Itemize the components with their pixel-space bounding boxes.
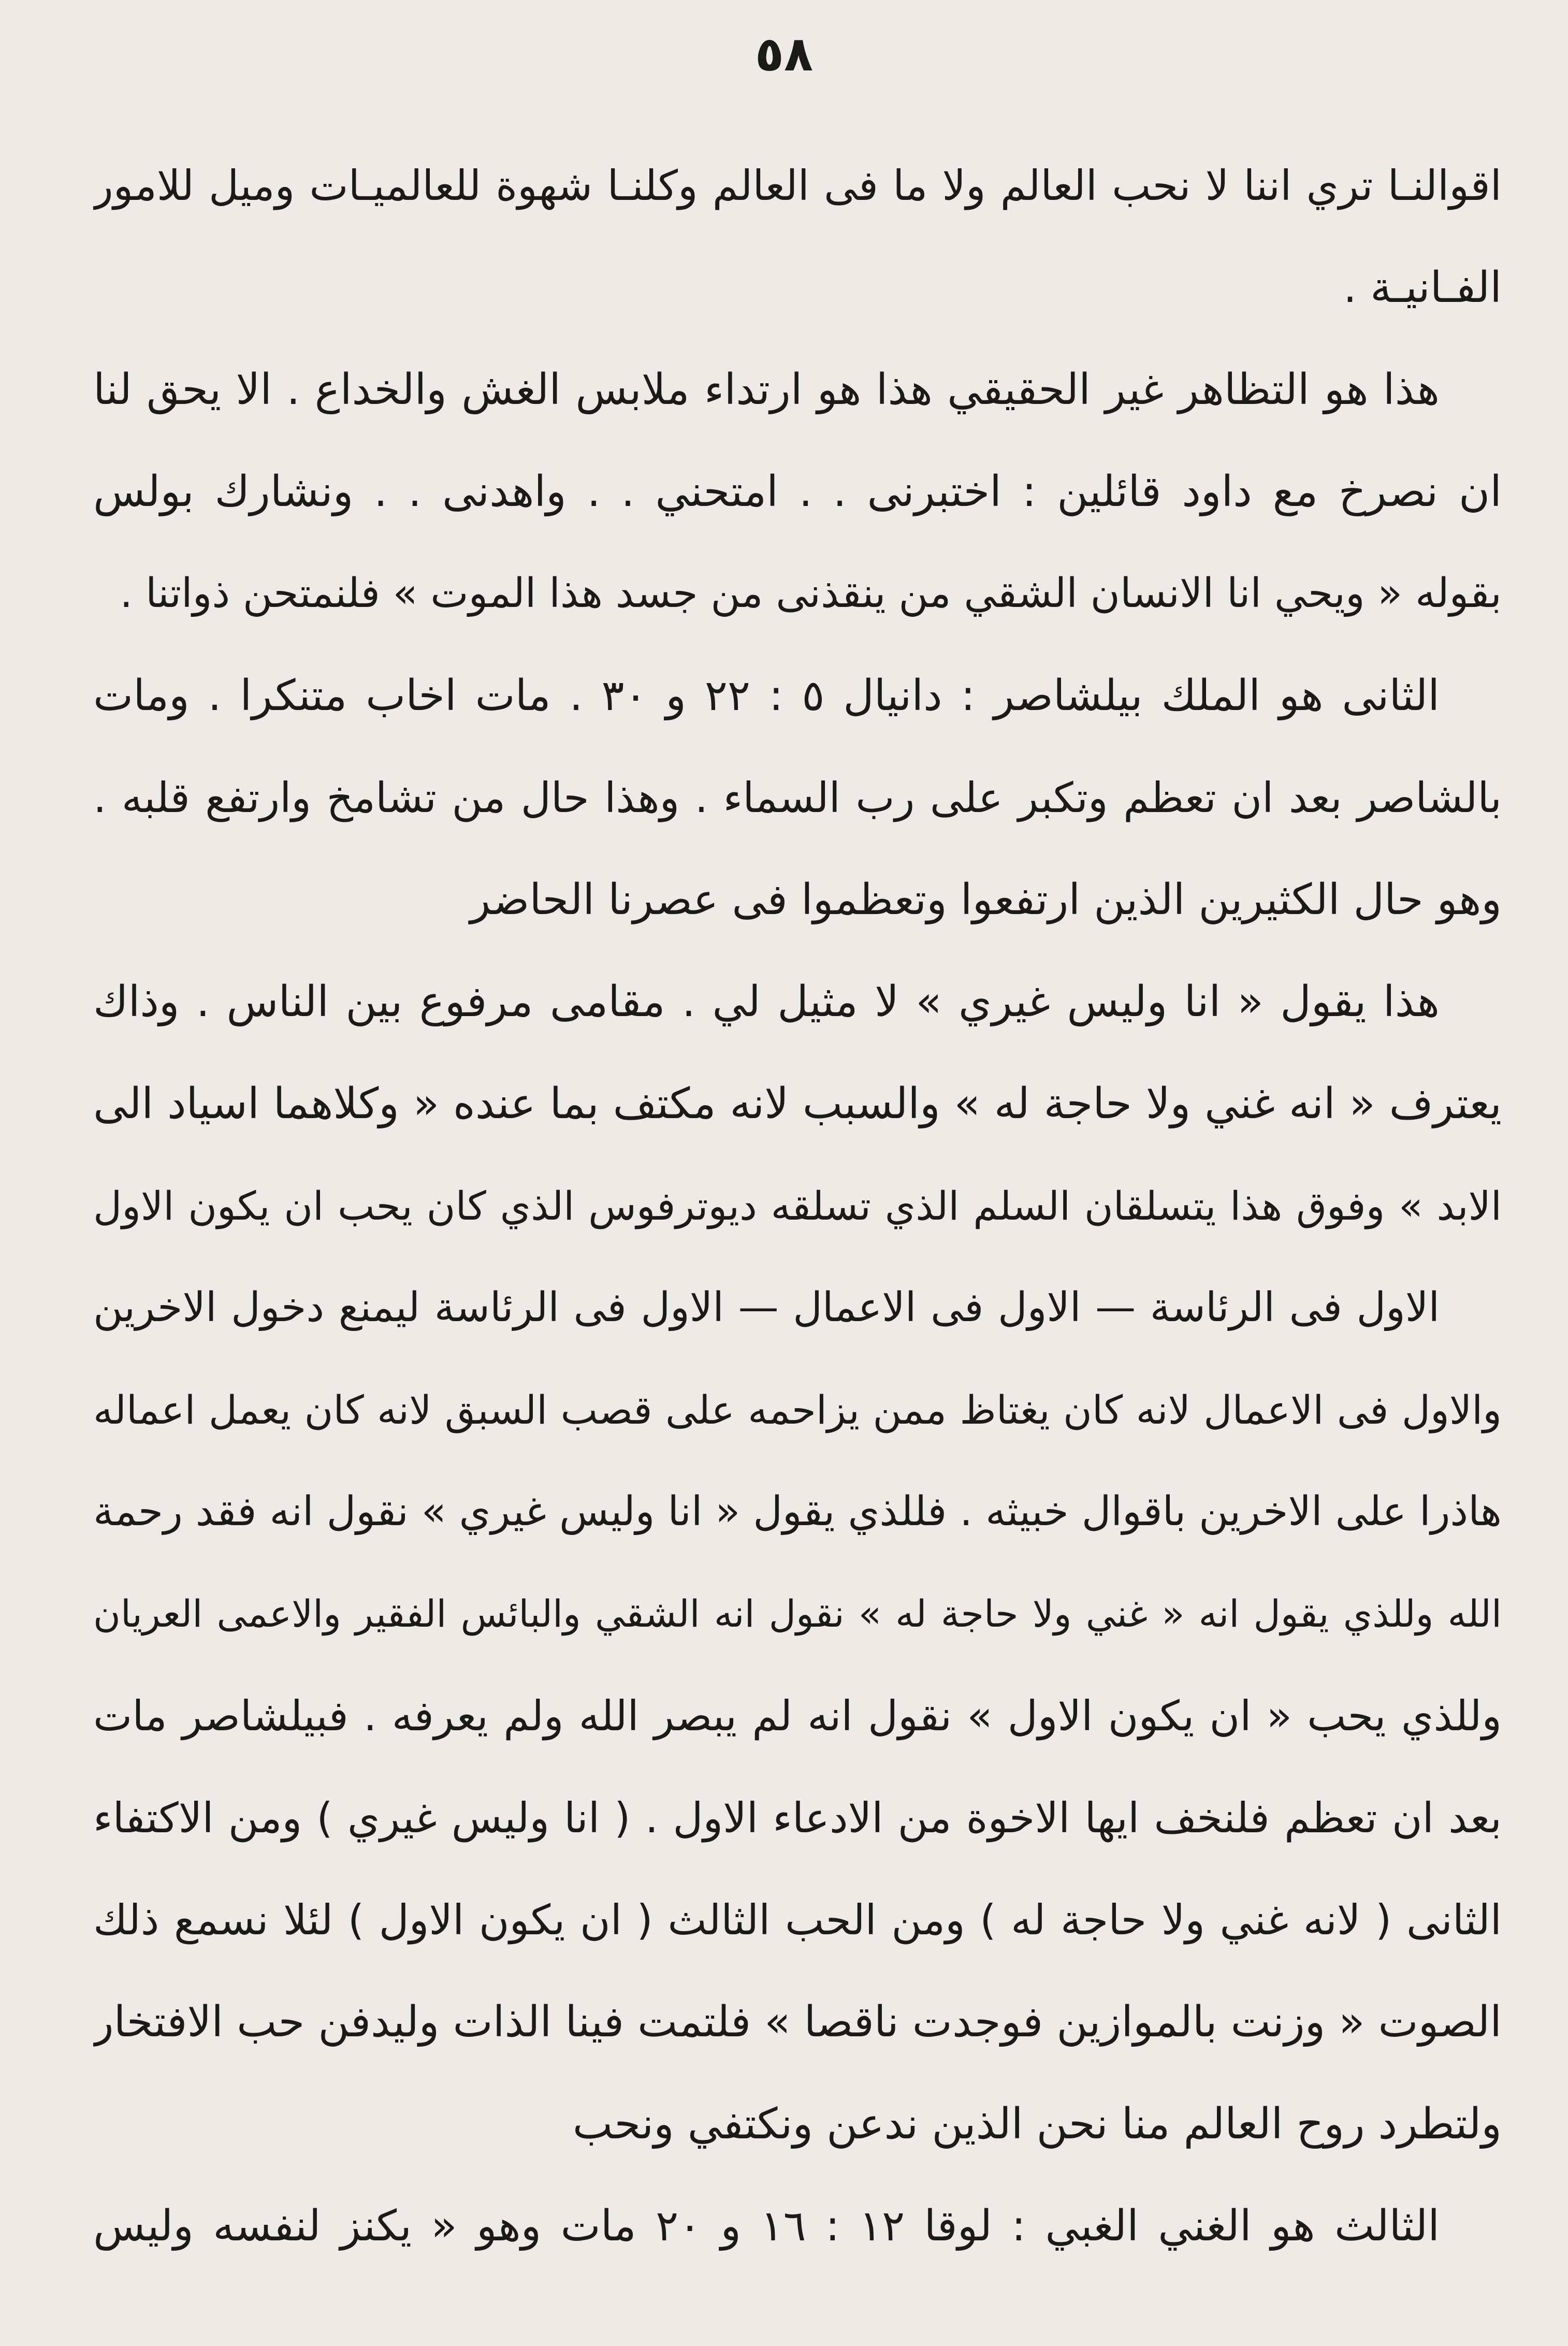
text-body <box>93 135 1502 2277</box>
text-line: وهو حال الكثيرين الذين ارتفعوا وتعظموا فى عصرنا الحاضر <box>470 875 1502 924</box>
text-line: هاذرا على الاخرين باقوال خبيثه . فللذي يقول « انا وليس غيري » نقول انه فقد رحمة <box>93 1488 1502 1535</box>
text-line: ان نصرخ مع داود قائلين : اختبرنى . . امتحني . . واهدنى . . ونشارك بولس <box>93 467 1502 516</box>
text-line: بقوله « ويحي انا الانسان الشقي من ينقذنى من جسد هذا الموت » فلنمتحن ذواتنا . <box>120 570 1502 617</box>
text-line: ولتطرد روح العالم منا نحن الذين ندعن ونكتفي ونحب <box>572 2099 1502 2149</box>
text-line: هذا يقول « انا وليس غيري » لا مثيل لي . مقامى مرفوع بين الناس . وذاك <box>93 977 1440 1026</box>
text-line: بالشاصر بعد ان تعظم وتكبر على رب السماء . وهذا حال من تشامخ وارتفع قلبه . <box>93 774 1502 822</box>
text-line: يعترف « انه غني ولا حاجة له » والسبب لانه مكتف بما عنده « وكلاهما اسياد الى <box>93 1079 1502 1128</box>
text-line: الاول فى الرئاسة — الاول فى الاعمال — الاول فى الرئاسة ليمنع دخول الاخرين <box>93 1284 1440 1331</box>
text-line: الابد » وفوق هذا يتسلقان السلم الذي تسلقه ديوترفوس الذي كان يحب ان يكون الاول <box>93 1183 1502 1229</box>
text-line: الله وللذي يقول انه « غني ولا حاجة له » نقول انه الشقي والبائس الفقير والاعمى العريان <box>93 1592 1502 1635</box>
text-line: وللذي يحب « ان يكون الاول » نقول انه لم يبصر الله ولم يعرفه . فبيلشاصر مات <box>93 1692 1502 1740</box>
text-line: الثانى هو الملك بيلشاصر : دانيال ٥ : ٢٢ و ٣٠ . مات اخاب متنكرا . ومات <box>93 671 1440 720</box>
page-number: ٥٨ <box>754 26 814 82</box>
text-line: الثانى ( لانه غني ولا حاجة له ) ومن الحب الثالث ( ان يكون الاول ) لئلا نسمع ذلك <box>93 1896 1502 1944</box>
text-line: الثالث هو الغني الغبي : لوقا ١٢ : ١٦ و ٢٠ مات وهو « يكنز لنفسه وليس <box>93 2202 1440 2251</box>
text-line: والاول فى الاعمال لانه كان يغتاظ ممن يزاحمه على قصب السبق لانه كان يعمل اعماله <box>93 1387 1502 1433</box>
text-line: الصوت « وزنت بالموازين فوجدت ناقصا » فلتمت فينا الذات وليدفن حب الافتخار <box>93 1997 1502 2047</box>
text-line: هذا هو التظاهر غير الحقيقي هذا هو ارتداء ملابس الغش والخداع . الا يحق لنا <box>93 365 1440 414</box>
text-line: اقوالنـا تري اننا لا نحب العالم ولا ما فى العالم وكلنـا شهوة للعالميـات وميل للامور <box>93 162 1502 210</box>
text-line: الفـانيـة . <box>1343 263 1502 312</box>
text-line: بعد ان تعظم فلنخف ايها الاخوة من الادعاء الاول . ( انا وليس غيري ) ومن الاكتفاء <box>93 1794 1502 1842</box>
